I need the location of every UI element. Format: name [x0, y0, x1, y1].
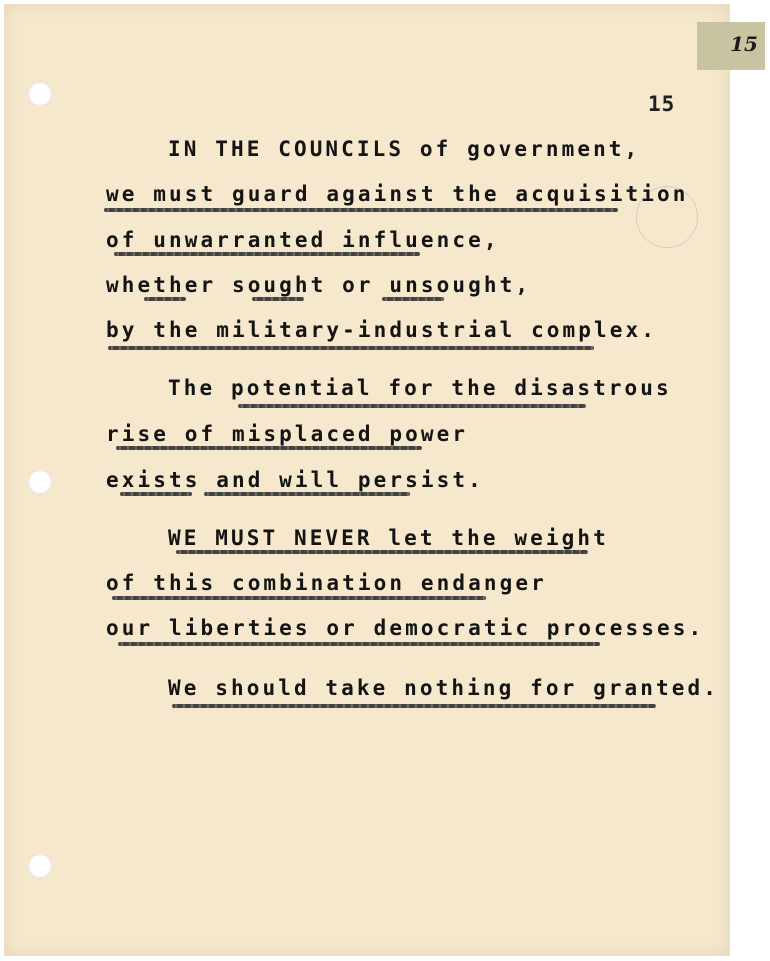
underline-mark: [112, 596, 486, 600]
underline-mark: [204, 492, 410, 496]
binder-hole: [28, 82, 52, 106]
binder-hole: [28, 470, 52, 494]
underline-mark: [252, 297, 304, 301]
text-line: whether sought or unsought,: [106, 273, 532, 297]
index-tab: [697, 22, 765, 70]
page-number: 15: [648, 92, 676, 116]
underline-mark: [144, 297, 186, 301]
underline-mark: [120, 492, 192, 496]
text-line: The potential for the disastrous: [168, 376, 672, 400]
text-line: of this combination endanger: [106, 571, 547, 595]
binder-hole: [28, 854, 52, 878]
typed-page: [4, 4, 730, 956]
text-line: We should take nothing for granted.: [168, 676, 720, 700]
text-line: of unwarranted influence,: [106, 228, 500, 252]
text-line: we must guard against the acquisition: [106, 182, 689, 206]
text-line: by the military-industrial complex.: [106, 318, 658, 342]
text-line: IN THE COUNCILS of government,: [168, 137, 641, 161]
tab-number: 15: [730, 32, 758, 56]
underline-mark: [104, 208, 618, 212]
underline-mark: [172, 704, 656, 708]
underline-mark: [238, 404, 586, 408]
text-line: exists and will persist.: [106, 468, 484, 492]
text-line: WE MUST NEVER let the weight: [168, 526, 609, 550]
underline-mark: [116, 446, 422, 450]
underline-mark: [108, 346, 594, 350]
underline-mark: [176, 550, 588, 554]
underline-mark: [382, 297, 444, 301]
underline-mark: [114, 252, 420, 256]
underline-mark: [118, 642, 600, 646]
text-line: our liberties or democratic processes.: [106, 616, 705, 640]
text-line: rise of misplaced power: [106, 422, 469, 446]
